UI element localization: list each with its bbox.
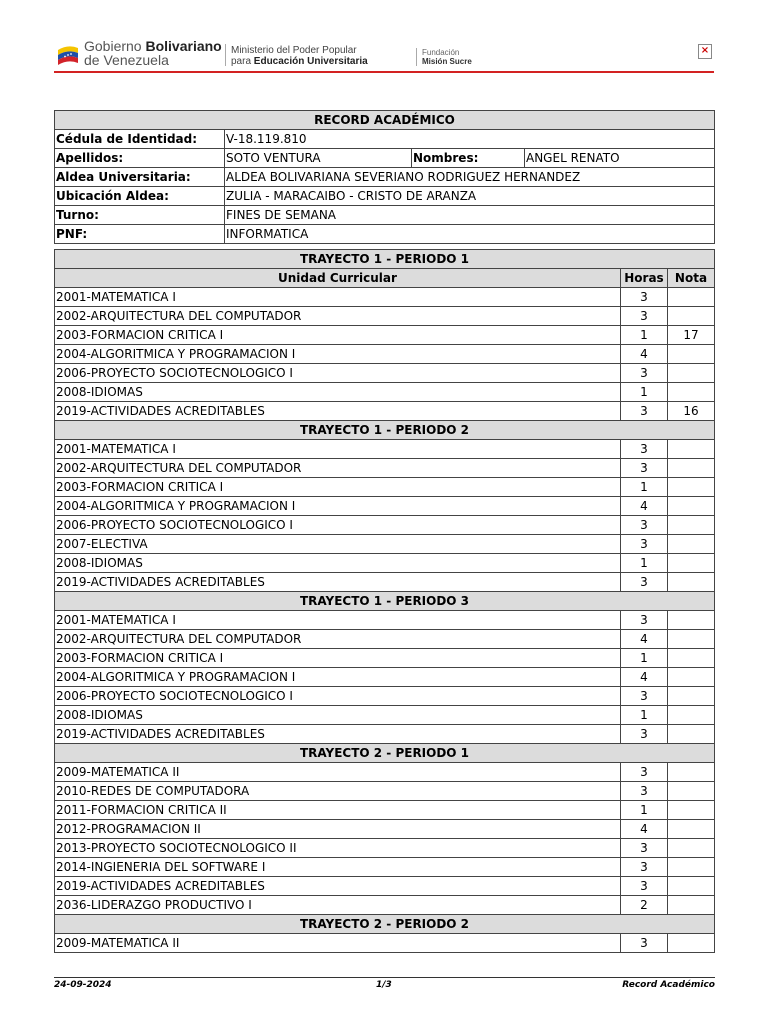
course-hours: 1 [620, 706, 667, 725]
course-grade [667, 459, 714, 478]
course-grade [667, 668, 714, 687]
table-row [55, 402, 715, 421]
close-icon[interactable]: × [698, 44, 712, 59]
table-row [55, 649, 715, 668]
course-name: 2008-IDIOMAS [55, 383, 621, 402]
ministry-line1: Ministerio del Poder Popular [231, 45, 357, 56]
course-grade: 17 [667, 326, 714, 345]
period-title: TRAYECTO 1 - PERIODO 1 [55, 250, 715, 269]
courses-table [54, 249, 715, 953]
table-row [55, 820, 715, 839]
course-name: 2008-IDIOMAS [55, 554, 621, 573]
table-row [55, 440, 715, 459]
course-grade [667, 440, 714, 459]
record-title-row [55, 111, 715, 130]
aldea-value: ALDEA BOLIVARIANA SEVERIANO RODRIGUEZ HERNANDEZ [225, 168, 715, 187]
table-row [55, 307, 715, 326]
course-hours: 3 [620, 440, 667, 459]
course-hours: 3 [620, 516, 667, 535]
course-name: 2013-PROYECTO SOCIOTECNOLOGICO II [55, 839, 621, 858]
period-header-row [55, 421, 715, 440]
course-hours: 3 [620, 402, 667, 421]
course-hours: 3 [620, 288, 667, 307]
table-row [55, 668, 715, 687]
course-name: 2002-ARQUITECTURA DEL COMPUTADOR [55, 459, 621, 478]
course-grade [667, 497, 714, 516]
page-header [0, 0, 768, 76]
course-grade: 16 [667, 402, 714, 421]
course-hours: 3 [620, 459, 667, 478]
course-hours: 4 [620, 668, 667, 687]
course-hours: 3 [620, 307, 667, 326]
info-row-names [55, 149, 715, 168]
course-hours: 3 [620, 858, 667, 877]
table-row [55, 725, 715, 744]
course-hours: 3 [620, 611, 667, 630]
table-row [55, 630, 715, 649]
period-title: TRAYECTO 1 - PERIODO 3 [55, 592, 715, 611]
apellidos-value: SOTO VENTURA [225, 149, 412, 168]
course-grade [667, 611, 714, 630]
table-row [55, 858, 715, 877]
course-hours: 1 [620, 478, 667, 497]
course-hours: 4 [620, 497, 667, 516]
course-name: 2008-IDIOMAS [55, 706, 621, 725]
pnf-label: PNF: [55, 225, 225, 244]
course-name: 2004-ALGORITMICA Y PROGRAMACION I [55, 345, 621, 364]
course-grade [667, 288, 714, 307]
course-grade [667, 839, 714, 858]
course-name: 2019-ACTIVIDADES ACREDITABLES [55, 573, 621, 592]
info-row-pnf [55, 225, 715, 244]
table-row [55, 459, 715, 478]
ubicacion-value: ZULIA - MARACAIBO - CRISTO DE ARANZA [225, 187, 715, 206]
table-row [55, 554, 715, 573]
course-grade [667, 820, 714, 839]
course-name: 2007-ELECTIVA [55, 535, 621, 554]
ministry-line2: para Educación Universitaria [231, 56, 368, 67]
table-row [55, 782, 715, 801]
table-row [55, 364, 715, 383]
course-name: 2019-ACTIVIDADES ACREDITABLES [55, 877, 621, 896]
apellidos-label: Apellidos: [55, 149, 225, 168]
course-name: 2012-PROGRAMACION II [55, 820, 621, 839]
course-name: 2003-FORMACION CRITICA I [55, 326, 621, 345]
period-title: TRAYECTO 2 - PERIODO 1 [55, 744, 715, 763]
course-hours: 1 [620, 801, 667, 820]
table-row [55, 611, 715, 630]
course-grade [667, 345, 714, 364]
course-name: 2001-MATEMATICA I [55, 440, 621, 459]
pnf-value: INFORMATICA [225, 225, 715, 244]
course-hours: 4 [620, 820, 667, 839]
course-hours: 3 [620, 782, 667, 801]
course-grade [667, 687, 714, 706]
footer-date: 24-09-2024 [54, 980, 112, 990]
course-hours: 1 [620, 326, 667, 345]
turno-value: FINES DE SEMANA [225, 206, 715, 225]
courses-table-body [55, 250, 715, 953]
table-row [55, 687, 715, 706]
course-grade [667, 535, 714, 554]
course-hours: 3 [620, 364, 667, 383]
course-name: 2001-MATEMATICA I [55, 288, 621, 307]
column-header-row [55, 269, 715, 288]
table-row [55, 535, 715, 554]
foundation-line2: Misión Sucre [422, 57, 472, 66]
table-row [55, 345, 715, 364]
table-row [55, 877, 715, 896]
course-grade [667, 478, 714, 497]
cedula-value: V-18.119.810 [225, 130, 715, 149]
course-grade [667, 307, 714, 326]
course-name: 2003-FORMACION CRITICA I [55, 478, 621, 497]
info-row-cedula [55, 130, 715, 149]
course-name: 2010-REDES DE COMPUTADORA [55, 782, 621, 801]
ubicacion-label: Ubicación Aldea: [55, 187, 225, 206]
period-header-row [55, 915, 715, 934]
table-row [55, 801, 715, 820]
nombres-label: Nombres: [412, 149, 525, 168]
course-name: 2004-ALGORITMICA Y PROGRAMACION I [55, 497, 621, 516]
course-grade [667, 877, 714, 896]
gobierno-title: Gobierno Bolivariano [84, 38, 222, 54]
course-grade [667, 763, 714, 782]
course-hours: 2 [620, 896, 667, 915]
course-grade [667, 554, 714, 573]
course-grade [667, 858, 714, 877]
course-hours: 4 [620, 345, 667, 364]
course-hours: 3 [620, 877, 667, 896]
course-hours: 3 [620, 934, 667, 953]
course-name: 2003-FORMACION CRITICA I [55, 649, 621, 668]
course-hours: 3 [620, 687, 667, 706]
table-row [55, 516, 715, 535]
footer-rule [54, 977, 715, 978]
course-hours: 1 [620, 649, 667, 668]
info-row-aldea [55, 168, 715, 187]
table-row [55, 383, 715, 402]
table-row [55, 326, 715, 345]
course-name: 2019-ACTIVIDADES ACREDITABLES [55, 725, 621, 744]
table-row [55, 497, 715, 516]
table-row [55, 573, 715, 592]
aldea-label: Aldea Universitaria: [55, 168, 225, 187]
course-name: 2009-MATEMATICA II [55, 934, 621, 953]
course-name: 2002-ARQUITECTURA DEL COMPUTADOR [55, 307, 621, 326]
course-name: 2006-PROYECTO SOCIOTECNOLOGICO I [55, 364, 621, 383]
record-title: RECORD ACADÉMICO [55, 111, 715, 130]
course-name: 2014-INGIENERIA DEL SOFTWARE I [55, 858, 621, 877]
course-grade [667, 383, 714, 402]
table-row [55, 839, 715, 858]
course-hours: 1 [620, 554, 667, 573]
course-grade [667, 934, 714, 953]
foundation-line1: Fundación [422, 48, 460, 57]
course-name: 2006-PROYECTO SOCIOTECNOLOGICO I [55, 687, 621, 706]
table-row [55, 763, 715, 782]
column-header-horas: Horas [620, 269, 667, 288]
course-grade [667, 364, 714, 383]
period-header-row [55, 744, 715, 763]
nombres-value: ANGEL RENATO [525, 149, 715, 168]
period-title: TRAYECTO 2 - PERIODO 2 [55, 915, 715, 934]
course-name: 2036-LIDERAZGO PRODUCTIVO I [55, 896, 621, 915]
period-title: TRAYECTO 1 - PERIODO 2 [55, 421, 715, 440]
cedula-label: Cédula de Identidad: [55, 130, 225, 149]
course-name: 2006-PROYECTO SOCIOTECNOLOGICO I [55, 516, 621, 535]
table-row [55, 934, 715, 953]
course-grade [667, 896, 714, 915]
course-grade [667, 801, 714, 820]
course-grade [667, 782, 714, 801]
table-row [55, 896, 715, 915]
course-name: 2004-ALGORITMICA Y PROGRAMACION I [55, 668, 621, 687]
course-hours: 1 [620, 383, 667, 402]
info-row-ubicacion [55, 187, 715, 206]
venezuela-flag-logo-icon [56, 40, 80, 66]
column-header-nota: Nota [667, 269, 714, 288]
course-grade [667, 649, 714, 668]
footer-title: Record Académico [622, 980, 715, 990]
course-hours: 4 [620, 630, 667, 649]
course-grade [667, 630, 714, 649]
course-grade [667, 573, 714, 592]
header-divider [416, 48, 417, 66]
course-grade [667, 706, 714, 725]
header-divider [225, 44, 226, 66]
footer-page-number: 1/3 [376, 980, 392, 990]
course-name: 2009-MATEMATICA II [55, 763, 621, 782]
column-header-unidad: Unidad Curricular [55, 269, 621, 288]
course-hours: 3 [620, 535, 667, 554]
course-hours: 3 [620, 839, 667, 858]
course-name: 2011-FORMACION CRITICA II [55, 801, 621, 820]
course-hours: 3 [620, 573, 667, 592]
turno-label: Turno: [55, 206, 225, 225]
course-name: 2002-ARQUITECTURA DEL COMPUTADOR [55, 630, 621, 649]
course-name: 2001-MATEMATICA I [55, 611, 621, 630]
student-info-table [54, 110, 715, 244]
course-hours: 3 [620, 763, 667, 782]
info-row-turno [55, 206, 715, 225]
course-grade [667, 516, 714, 535]
table-row [55, 478, 715, 497]
header-rule [54, 71, 714, 73]
gobierno-subtitle: de Venezuela [84, 52, 169, 68]
table-row [55, 288, 715, 307]
course-name: 2019-ACTIVIDADES ACREDITABLES [55, 402, 621, 421]
period-header-row [55, 592, 715, 611]
period-header-row [55, 250, 715, 269]
table-row [55, 706, 715, 725]
course-grade [667, 725, 714, 744]
course-hours: 3 [620, 725, 667, 744]
